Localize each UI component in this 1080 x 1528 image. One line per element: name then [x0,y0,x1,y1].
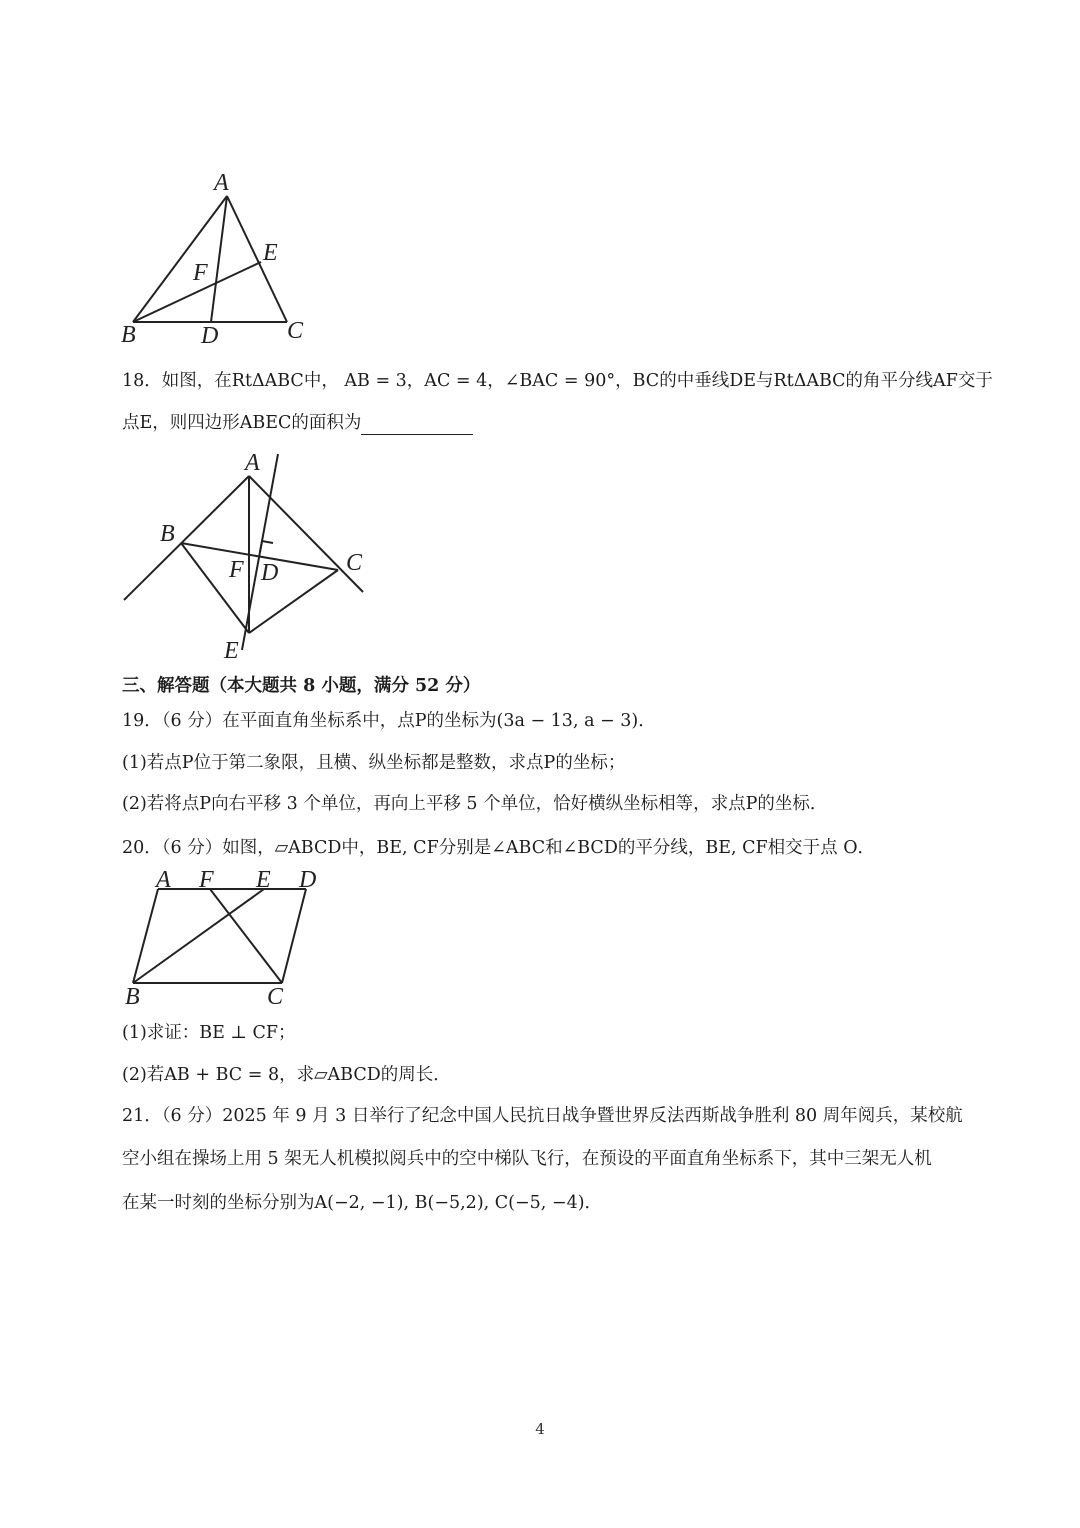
figure-q20-parallelogram [0,862,360,1012]
label-e: E [256,867,271,893]
q20-part1: (1)求证：BE ⊥ CF； [122,1023,296,1043]
q18-line2-text: 点E，则四边形ABEC的面积为 [122,413,362,433]
right-angle-mark [260,541,273,552]
label-c: C [267,984,284,1010]
label-c: C [287,318,304,344]
label-d: D [201,323,219,349]
label-e: E [224,638,239,664]
q21-line1: 21．（6 分）2025 年 9 月 3 日举行了纪念中国人民抗日战争暨世界反法西斯战争胜利 80 周年阅兵，某校航 [122,1106,963,1126]
label-f: F [229,557,244,583]
figure-triangle-abc [0,0,1080,350]
segment-dc [282,889,306,983]
q18-line1: 18．如图，在RtΔABC中， AB = 3，AC = 4，∠BAC = 90°，BC的中垂线DE与RtΔABC的角平分线AF交于 [122,371,993,391]
label-b: B [121,322,136,348]
label-a: A [156,867,171,893]
figure-triangle-abc-svg [0,0,1080,350]
label-d: D [261,560,279,586]
segment-ac [227,196,287,322]
label-b: B [125,984,140,1010]
label-a: A [245,450,260,476]
label-f: F [199,867,214,893]
figure-q18 [0,440,420,670]
label-f: F [193,260,208,286]
label-b: B [160,521,175,547]
q18-line2 [122,411,473,435]
answer-blank [361,416,473,435]
label-d: D [299,867,317,893]
q19-stem: 19．（6 分）在平面直角坐标系中，点P的坐标为(3a − 13, a − 3)． [122,711,656,731]
figure-q18-svg [0,440,420,670]
label-c: C [346,550,363,576]
segment-be [133,889,264,983]
q20-stem: 20．（6 分）如图，▱ABCD中，BE, CF分别是∠ABC和∠BCD的平分线，BE, CF相交于点 O． [122,838,876,858]
page-number: 4 [535,1420,545,1438]
label-a: A [214,170,229,196]
q21-line3: 在某一时刻的坐标分别为A(−2, −1), B(−5,2), C(−5, −4)． [122,1193,603,1213]
label-e: E [263,240,278,266]
figure-q20-svg [0,862,360,1012]
q20-part2: (2)若AB + BC = 8，求▱ABCD的周长． [122,1065,451,1085]
q19-part2: (2)若将点P向右平移 3 个单位，再向上平移 5 个单位，恰好横纵坐标相等，求点P的坐标． [122,794,828,814]
q19-part1: (1)若点P位于第二象限，且横、纵坐标都是整数，求点P的坐标； [122,753,626,773]
section-3-title: 三、解答题（本大题共 8 小题，满分 52 分） [122,676,481,696]
q21-line2: 空小组在操场上用 5 架无人机模拟阅兵中的空中梯队飞行，在预设的平面直角坐标系下，其中三架无人机 [122,1149,932,1169]
